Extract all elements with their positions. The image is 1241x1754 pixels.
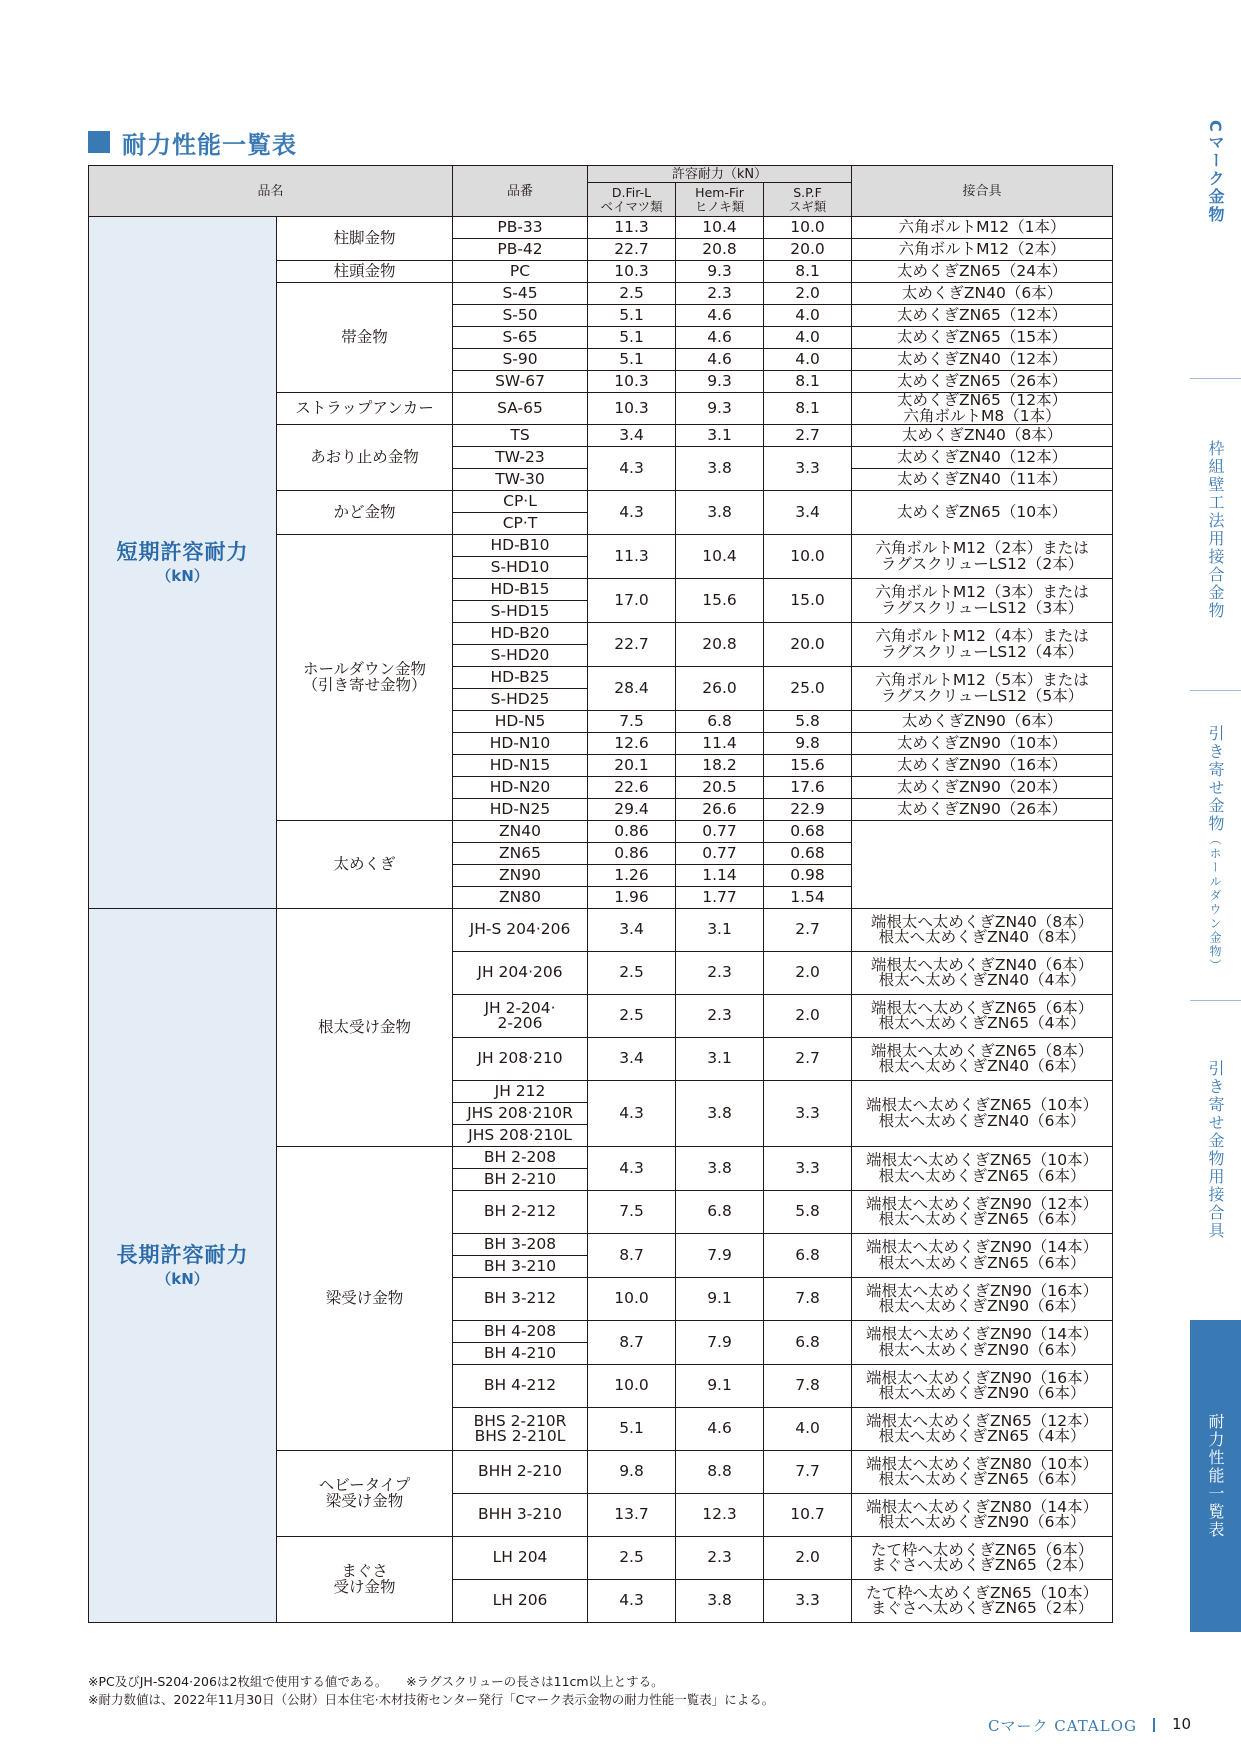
value-dfir: 1.26 xyxy=(588,865,676,887)
connector: 太めくぎZN65（15本） xyxy=(852,327,1113,349)
connector: 端根太へ太めくぎZN80（10本） 根太へ太めくぎZN65（6本） xyxy=(852,1451,1113,1494)
value-dfir: 4.3 xyxy=(588,1147,676,1191)
product-code: HD-N20 xyxy=(453,777,588,799)
value-hemfir: 3.1 xyxy=(676,909,764,952)
connector: 端根太へ太めくぎZN65（10本） 根太へ太めくぎZN40（6本） xyxy=(852,1081,1113,1147)
connector: 六角ボルトM12（5本）または ラグスクリューLS12（5本） xyxy=(852,667,1113,711)
value-spf: 5.8 xyxy=(764,711,852,733)
value-spf: 4.0 xyxy=(764,305,852,327)
header-code: 品番 xyxy=(453,166,588,217)
connector: 太めくぎZN90（10本） xyxy=(852,733,1113,755)
value-hemfir: 2.3 xyxy=(676,1537,764,1580)
product-code: HD-B10 xyxy=(453,535,588,557)
short-term-category: 短期許容耐力 （kN） xyxy=(89,217,277,909)
value-hemfir: 3.8 xyxy=(676,447,764,491)
product-code: ZN90 xyxy=(453,865,588,887)
value-spf: 0.68 xyxy=(764,821,852,843)
product-name: 柱脚金物 xyxy=(277,217,453,261)
value-dfir: 22.7 xyxy=(588,239,676,261)
side-divider xyxy=(1190,1000,1241,1001)
value-spf: 10.7 xyxy=(764,1494,852,1537)
value-dfir: 1.96 xyxy=(588,887,676,909)
connector: 太めくぎZN40（8本） xyxy=(852,425,1113,447)
product-code: BH 2-208 xyxy=(453,1147,588,1169)
long-term-category: 長期許容耐力 （kN） xyxy=(89,909,277,1623)
side-tab-label: 耐力性能一覧表 xyxy=(1206,1413,1225,1539)
value-dfir: 22.6 xyxy=(588,777,676,799)
product-code: HD-N5 xyxy=(453,711,588,733)
product-code: PC xyxy=(453,261,588,283)
connector-empty xyxy=(852,821,1113,909)
value-spf: 2.7 xyxy=(764,909,852,952)
value-dfir: 8.7 xyxy=(588,1321,676,1365)
product-name: 根太受け金物 xyxy=(277,909,453,1147)
value-spf: 6.8 xyxy=(764,1234,852,1278)
product-code: CP·T xyxy=(453,513,588,535)
value-spf: 8.1 xyxy=(764,393,852,425)
value-hemfir: 4.6 xyxy=(676,349,764,371)
side-tab-holdown-connector[interactable] xyxy=(1190,1060,1241,1290)
value-hemfir: 18.2 xyxy=(676,755,764,777)
product-name: 梁受け金物 xyxy=(277,1147,453,1451)
value-dfir: 7.5 xyxy=(588,711,676,733)
value-hemfir: 3.1 xyxy=(676,1038,764,1081)
side-tab-cmark[interactable] xyxy=(1190,120,1241,370)
product-code: BH 3-210 xyxy=(453,1256,588,1278)
value-dfir: 17.0 xyxy=(588,579,676,623)
product-name: 太めくぎ xyxy=(277,821,453,909)
connector: 端根太へ太めくぎZN65（12本） 根太へ太めくぎZN65（4本） xyxy=(852,1408,1113,1451)
connector: 太めくぎZN40（12本） xyxy=(852,349,1113,371)
value-dfir: 10.3 xyxy=(588,371,676,393)
value-dfir: 5.1 xyxy=(588,1408,676,1451)
value-hemfir: 3.1 xyxy=(676,425,764,447)
connector: 太めくぎZN65（12本） xyxy=(852,305,1113,327)
value-hemfir: 6.8 xyxy=(676,711,764,733)
product-code: BHH 2-210 xyxy=(453,1451,588,1494)
value-hemfir: 7.9 xyxy=(676,1321,764,1365)
value-spf: 6.8 xyxy=(764,1321,852,1365)
connector: 六角ボルトM12（2本）または ラグスクリューLS12（2本） xyxy=(852,535,1113,579)
value-dfir: 5.1 xyxy=(588,327,676,349)
product-code: JH 2-204· 2-206 xyxy=(453,995,588,1038)
product-code: S-50 xyxy=(453,305,588,327)
product-code: ZN65 xyxy=(453,843,588,865)
value-hemfir: 2.3 xyxy=(676,283,764,305)
product-code: S-HD10 xyxy=(453,557,588,579)
product-code: S-HD20 xyxy=(453,645,588,667)
product-code: S-HD25 xyxy=(453,689,588,711)
connector: 太めくぎZN65（12本） 六角ボルトM8（1本） xyxy=(852,393,1113,425)
header-spf: S.P.F スギ類 xyxy=(764,183,852,217)
value-spf: 3.3 xyxy=(764,1580,852,1623)
value-dfir: 22.7 xyxy=(588,623,676,667)
connector: 六角ボルトM12（3本）または ラグスクリューLS12（3本） xyxy=(852,579,1113,623)
table-row xyxy=(89,909,1113,952)
product-code: JH 212 xyxy=(453,1081,588,1103)
value-spf: 4.0 xyxy=(764,1408,852,1451)
value-spf: 2.0 xyxy=(764,1537,852,1580)
connector: 太めくぎZN90（26本） xyxy=(852,799,1113,821)
value-hemfir: 20.5 xyxy=(676,777,764,799)
side-tab-frame-wall[interactable] xyxy=(1190,440,1241,670)
value-spf: 17.6 xyxy=(764,777,852,799)
value-spf: 10.0 xyxy=(764,217,852,239)
value-spf: 7.8 xyxy=(764,1278,852,1321)
section-title xyxy=(88,125,297,159)
header-dfir: D.Fir-L ベイマツ類 xyxy=(588,183,676,217)
product-code: HD-B15 xyxy=(453,579,588,601)
value-spf: 3.3 xyxy=(764,1081,852,1147)
product-name: かど金物 xyxy=(277,491,453,535)
value-dfir: 20.1 xyxy=(588,755,676,777)
value-hemfir: 1.14 xyxy=(676,865,764,887)
connector: 太めくぎZN90（16本） xyxy=(852,755,1113,777)
value-spf: 7.8 xyxy=(764,1365,852,1408)
value-spf: 25.0 xyxy=(764,667,852,711)
product-code: JHS 208·210L xyxy=(453,1125,588,1147)
value-hemfir: 26.0 xyxy=(676,667,764,711)
value-spf: 3.3 xyxy=(764,447,852,491)
product-code: TW-30 xyxy=(453,469,588,491)
product-code: SW-67 xyxy=(453,371,588,393)
connector: 太めくぎZN65（26本） xyxy=(852,371,1113,393)
value-spf: 8.1 xyxy=(764,261,852,283)
value-spf: 3.3 xyxy=(764,1147,852,1191)
product-code: ZN40 xyxy=(453,821,588,843)
product-code: HD-N15 xyxy=(453,755,588,777)
connector: 端根太へ太めくぎZN65（6本） 根太へ太めくぎZN65（4本） xyxy=(852,995,1113,1038)
header-name: 品名 xyxy=(89,166,453,217)
value-dfir: 10.3 xyxy=(588,261,676,283)
product-name: 帯金物 xyxy=(277,283,453,393)
value-spf: 0.68 xyxy=(764,843,852,865)
side-tab-label: 引き寄せ金物用接合具 xyxy=(1206,1060,1225,1240)
value-hemfir: 20.8 xyxy=(676,623,764,667)
connector: たて枠へ太めくぎZN65（10本） まぐさへ太めくぎZN65（2本） xyxy=(852,1580,1113,1623)
value-hemfir: 9.1 xyxy=(676,1365,764,1408)
value-dfir: 10.0 xyxy=(588,1278,676,1321)
value-spf: 22.9 xyxy=(764,799,852,821)
connector: 端根太へ太めくぎZN90（16本） 根太へ太めくぎZN90（6本） xyxy=(852,1278,1113,1321)
connector: 太めくぎZN40（6本） xyxy=(852,283,1113,305)
product-code: JHS 208·210R xyxy=(453,1103,588,1125)
connector: たて枠へ太めくぎZN65（6本） まぐさへ太めくぎZN65（2本） xyxy=(852,1537,1113,1580)
product-name: ヘビータイプ 梁受け金物 xyxy=(277,1451,453,1537)
value-dfir: 0.86 xyxy=(588,821,676,843)
value-dfir: 4.3 xyxy=(588,1081,676,1147)
value-dfir: 4.3 xyxy=(588,1580,676,1623)
value-hemfir: 7.9 xyxy=(676,1234,764,1278)
side-divider xyxy=(1190,690,1241,691)
value-hemfir: 10.4 xyxy=(676,535,764,579)
connector: 端根太へ太めくぎZN65（8本） 根太へ太めくぎZN40（6本） xyxy=(852,1038,1113,1081)
performance-table xyxy=(88,165,1113,1623)
value-spf: 2.7 xyxy=(764,425,852,447)
product-name: 柱頭金物 xyxy=(277,261,453,283)
value-hemfir: 2.3 xyxy=(676,952,764,995)
value-dfir: 11.3 xyxy=(588,217,676,239)
value-hemfir: 4.6 xyxy=(676,1408,764,1451)
value-spf: 2.0 xyxy=(764,952,852,995)
product-code: PB-42 xyxy=(453,239,588,261)
product-code: JH 204·206 xyxy=(453,952,588,995)
product-code: S-HD15 xyxy=(453,601,588,623)
value-dfir: 10.0 xyxy=(588,1365,676,1408)
value-hemfir: 6.8 xyxy=(676,1191,764,1234)
value-spf: 3.4 xyxy=(764,491,852,535)
value-hemfir: 12.3 xyxy=(676,1494,764,1537)
product-name: まぐさ 受け金物 xyxy=(277,1537,453,1623)
product-code: PB-33 xyxy=(453,217,588,239)
product-code: BHH 3-210 xyxy=(453,1494,588,1537)
value-spf: 9.8 xyxy=(764,733,852,755)
product-code: HD-B25 xyxy=(453,667,588,689)
value-dfir: 4.3 xyxy=(588,447,676,491)
product-code: BH 4-208 xyxy=(453,1321,588,1343)
header-hemfir: Hem-Fir ヒノキ類 xyxy=(676,183,764,217)
value-spf: 5.8 xyxy=(764,1191,852,1234)
connector: 太めくぎZN65（10本） xyxy=(852,491,1113,535)
side-tab-label: 引き寄せ金物（ホールダウン金物） xyxy=(1206,725,1225,973)
value-dfir: 4.3 xyxy=(588,491,676,535)
page-number: 10 xyxy=(1172,1715,1192,1733)
value-hemfir: 11.4 xyxy=(676,733,764,755)
product-code: JH 208·210 xyxy=(453,1038,588,1081)
product-code: HD-B20 xyxy=(453,623,588,645)
value-spf: 15.6 xyxy=(764,755,852,777)
table-row xyxy=(89,217,1113,239)
product-code: BH 4-212 xyxy=(453,1365,588,1408)
connector: 太めくぎZN40（11本） xyxy=(852,469,1113,491)
connector: 端根太へ太めくぎZN40（8本） 根太へ太めくぎZN40（8本） xyxy=(852,909,1113,952)
value-hemfir: 3.8 xyxy=(676,1081,764,1147)
footnote-2: ※耐力数値は、2022年11月30日（公財）日本住宅·木材技術センター発行「Cマーク表示金物の耐力性能一覧表」による。 xyxy=(88,1692,775,1708)
connector: 太めくぎZN90（20本） xyxy=(852,777,1113,799)
side-tab-label: Cマーク金物 xyxy=(1206,120,1225,224)
header-allowable: 許容耐力（kN） xyxy=(588,166,852,183)
connector: 六角ボルトM12（2本） xyxy=(852,239,1113,261)
value-spf: 2.0 xyxy=(764,995,852,1038)
connector: 端根太へ太めくぎZN40（6本） 根太へ太めくぎZN40（4本） xyxy=(852,952,1113,995)
value-spf: 20.0 xyxy=(764,623,852,667)
page-separator xyxy=(1153,1718,1155,1732)
value-dfir: 7.5 xyxy=(588,1191,676,1234)
product-name: あおり止め金物 xyxy=(277,425,453,491)
product-code: LH 204 xyxy=(453,1537,588,1580)
product-code: BH 3-208 xyxy=(453,1234,588,1256)
value-spf: 7.7 xyxy=(764,1451,852,1494)
product-code: ZN80 xyxy=(453,887,588,909)
value-hemfir: 10.4 xyxy=(676,217,764,239)
value-hemfir: 0.77 xyxy=(676,821,764,843)
value-dfir: 3.4 xyxy=(588,1038,676,1081)
side-tab-holdown[interactable] xyxy=(1190,725,1241,975)
connector: 端根太へ太めくぎZN90（14本） 根太へ太めくぎZN90（6本） xyxy=(852,1321,1113,1365)
product-code: S-90 xyxy=(453,349,588,371)
connector: 端根太へ太めくぎZN90（16本） 根太へ太めくぎZN90（6本） xyxy=(852,1365,1113,1408)
value-spf: 0.98 xyxy=(764,865,852,887)
value-dfir: 12.6 xyxy=(588,733,676,755)
value-spf: 4.0 xyxy=(764,349,852,371)
side-tab-performance[interactable] xyxy=(1190,1320,1241,1632)
side-tab-label: 枠組壁工法用接合金物 xyxy=(1206,440,1225,620)
title-square-icon xyxy=(88,131,110,153)
value-dfir: 3.4 xyxy=(588,425,676,447)
value-dfir: 3.4 xyxy=(588,909,676,952)
value-hemfir: 4.6 xyxy=(676,327,764,349)
value-dfir: 9.8 xyxy=(588,1451,676,1494)
value-hemfir: 3.8 xyxy=(676,491,764,535)
value-dfir: 2.5 xyxy=(588,995,676,1038)
value-dfir: 28.4 xyxy=(588,667,676,711)
connector: 太めくぎZN40（12本） xyxy=(852,447,1113,469)
value-dfir: 10.3 xyxy=(588,393,676,425)
product-code: S-65 xyxy=(453,327,588,349)
value-dfir: 0.86 xyxy=(588,843,676,865)
header-connector: 接合具 xyxy=(852,166,1113,217)
value-hemfir: 9.3 xyxy=(676,393,764,425)
product-code: BH 2-212 xyxy=(453,1191,588,1234)
product-code: JH-S 204·206 xyxy=(453,909,588,952)
product-code: LH 206 xyxy=(453,1580,588,1623)
value-hemfir: 1.77 xyxy=(676,887,764,909)
product-code: BH 2-210 xyxy=(453,1169,588,1191)
connector: 端根太へ太めくぎZN90（14本） 根太へ太めくぎZN65（6本） xyxy=(852,1234,1113,1278)
product-code: HD-N10 xyxy=(453,733,588,755)
value-hemfir: 9.3 xyxy=(676,261,764,283)
value-dfir: 2.5 xyxy=(588,283,676,305)
value-dfir: 2.5 xyxy=(588,1537,676,1580)
connector: 太めくぎZN90（6本） xyxy=(852,711,1113,733)
value-hemfir: 4.6 xyxy=(676,305,764,327)
connector: 太めくぎZN65（24本） xyxy=(852,261,1113,283)
value-dfir: 13.7 xyxy=(588,1494,676,1537)
value-spf: 1.54 xyxy=(764,887,852,909)
product-code: TS xyxy=(453,425,588,447)
value-dfir: 2.5 xyxy=(588,952,676,995)
value-hemfir: 15.6 xyxy=(676,579,764,623)
footnote-1: ※PC及びJH-S204·206は2枚組で使用する値である。 ※ラグスクリューの長さは11cm以上とする。 xyxy=(88,1674,664,1689)
product-code: SA-65 xyxy=(453,393,588,425)
value-dfir: 8.7 xyxy=(588,1234,676,1278)
value-hemfir: 26.6 xyxy=(676,799,764,821)
product-code: BH 4-210 xyxy=(453,1343,588,1365)
value-spf: 8.1 xyxy=(764,371,852,393)
connector: 六角ボルトM12（4本）または ラグスクリューLS12（4本） xyxy=(852,623,1113,667)
product-name: ホールダウン金物 （引き寄せ金物） xyxy=(277,535,453,821)
value-dfir: 29.4 xyxy=(588,799,676,821)
value-hemfir: 9.3 xyxy=(676,371,764,393)
connector: 端根太へ太めくぎZN90（12本） 根太へ太めくぎZN65（6本） xyxy=(852,1191,1113,1234)
product-code: CP·L xyxy=(453,491,588,513)
catalog-label: Cマーク CATALOG xyxy=(988,1717,1137,1735)
value-hemfir: 3.8 xyxy=(676,1580,764,1623)
value-hemfir: 0.77 xyxy=(676,843,764,865)
product-code: BHS 2-210R BHS 2-210L xyxy=(453,1408,588,1451)
side-divider xyxy=(1190,378,1241,379)
product-code: TW-23 xyxy=(453,447,588,469)
value-spf: 15.0 xyxy=(764,579,852,623)
connector: 端根太へ太めくぎZN80（14本） 根太へ太めくぎZN90（6本） xyxy=(852,1494,1113,1537)
product-code: S-45 xyxy=(453,283,588,305)
value-hemfir: 8.8 xyxy=(676,1451,764,1494)
value-spf: 20.0 xyxy=(764,239,852,261)
value-hemfir: 20.8 xyxy=(676,239,764,261)
value-spf: 2.0 xyxy=(764,283,852,305)
value-spf: 4.0 xyxy=(764,327,852,349)
value-hemfir: 9.1 xyxy=(676,1278,764,1321)
footnotes xyxy=(88,1673,774,1709)
product-name: ストラップアンカー xyxy=(277,393,453,425)
connector: 六角ボルトM12（1本） xyxy=(852,217,1113,239)
value-dfir: 5.1 xyxy=(588,305,676,327)
product-code: HD-N25 xyxy=(453,799,588,821)
value-spf: 10.0 xyxy=(764,535,852,579)
value-hemfir: 3.8 xyxy=(676,1147,764,1191)
section-title-text: 耐力性能一覧表 xyxy=(122,130,297,159)
product-code: BH 3-212 xyxy=(453,1278,588,1321)
value-hemfir: 2.3 xyxy=(676,995,764,1038)
value-dfir: 11.3 xyxy=(588,535,676,579)
value-spf: 2.7 xyxy=(764,1038,852,1081)
value-dfir: 5.1 xyxy=(588,349,676,371)
connector: 端根太へ太めくぎZN65（10本） 根太へ太めくぎZN65（6本） xyxy=(852,1147,1113,1191)
